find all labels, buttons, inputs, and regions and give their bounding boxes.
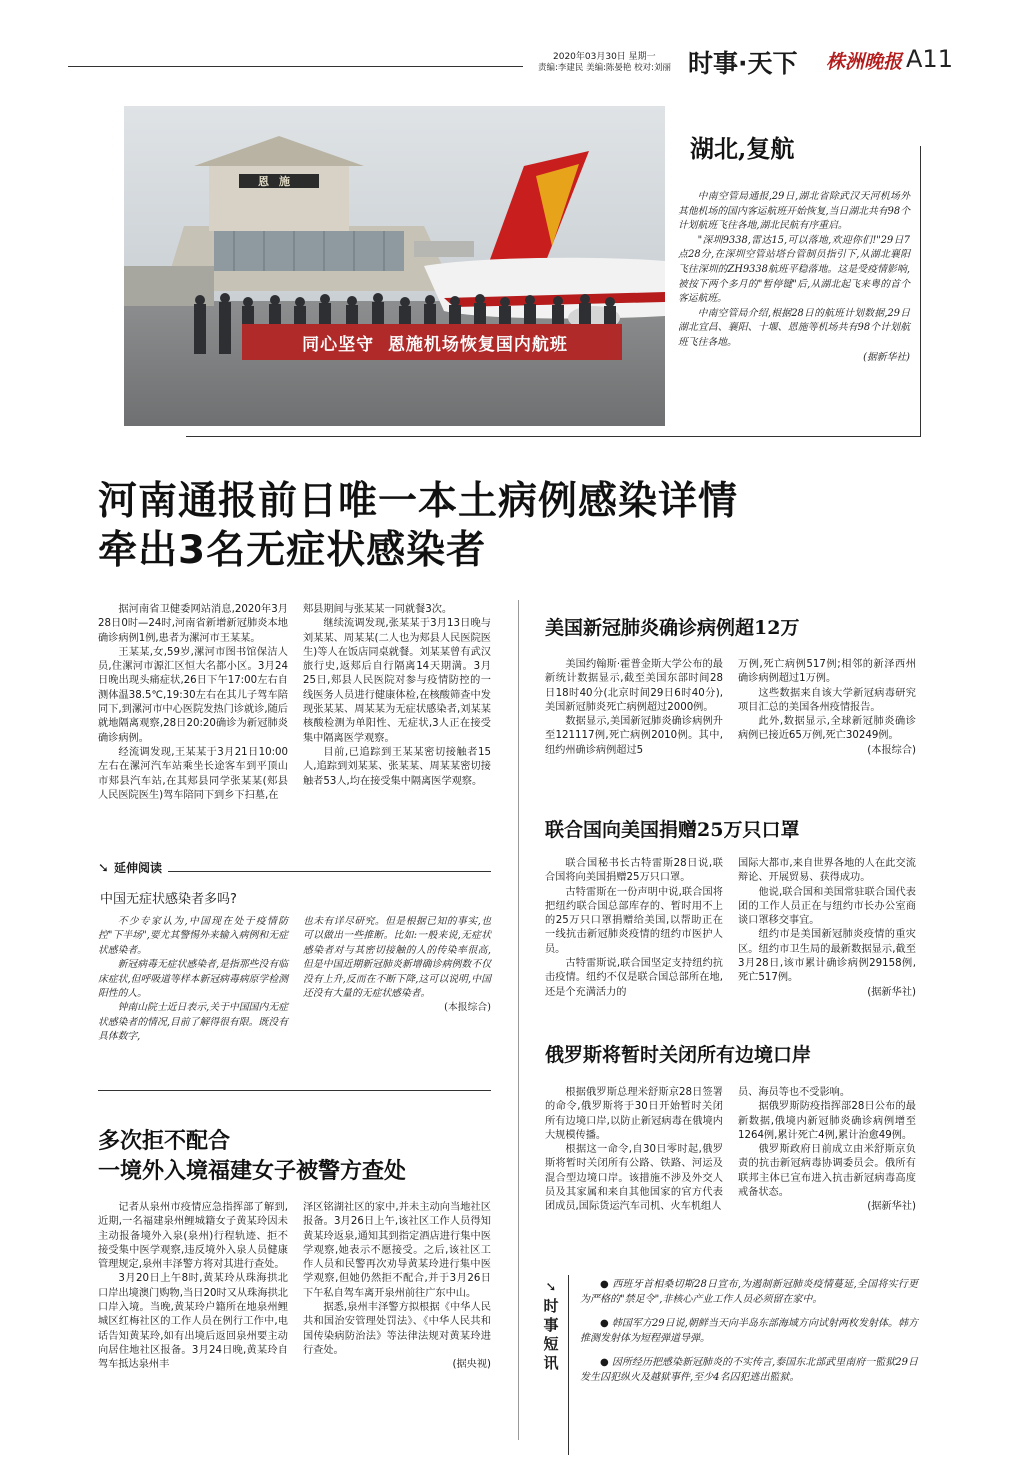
hubei-para-3: 中南空管局介绍,根据28日的航班计划数据,29日湖北宜昌、襄阳、十堰、恩施等机场共有98个计划航班飞往各地。 [678, 307, 910, 348]
briefs-label [540, 1278, 562, 1373]
hubei-title: 湖北,复航 [690, 134, 795, 163]
un-source: (据新华社) [867, 986, 916, 998]
header-date: 2020年03月30日 星期一 [553, 52, 656, 62]
henan-col2-lead: 郏县期间与张某某一同就餐3次。 [303, 604, 453, 615]
fujian-para: 3月20日上午8时,黄某玲从珠海拱北口岸出境澳门购物,当日20时又从珠海拱北口岸入境。当晚,黄某玲户籍所在地泉州鲤城区红梅社区的工作人员在例行工作中,电话告知黄某玲,如有出境后返回泉州要主动向居住地社区报备。3月24日晚,黄某玲自驾车抵达泉州丰 [98, 1273, 288, 1371]
extended-label-text: 延伸阅读 [114, 861, 163, 875]
un-para: 他说,联合国和美国常驻联合国代表团的工作人员正在与纽约市长办公室商谈口罩移交事宜。 [738, 886, 916, 927]
fujian-source: (据央视) [452, 1359, 491, 1371]
un-para: 国际大都市,来自世界各地的人在此交流辩论、开展贸易、获得成功。 [738, 858, 916, 884]
main-headline-line1: 河南通报前日唯一本土病例感染详情 [98, 479, 739, 524]
extended-col-2 [303, 915, 491, 1016]
extended-para: 不少专家认为,中国现在处于疫情防控"下半场",要尤其警惕外来输入病例和无症状感染者。 [98, 916, 288, 956]
fujian-col-2 [303, 1201, 491, 1373]
fujian-para: 记者从泉州市疫情应急指挥部了解到,近期,一名福建泉州鲤城籍女子黄某玲因未主动报备境外入泉(泉州)行程轨迹、拒不接受集中医学观察,违反境外入泉人员健康管理规定,泉州丰泽警方将对其进行查处。 [98, 1202, 288, 1271]
russia-para: 俄罗斯政府日前成立由米舒斯京负责的抗击新冠病毒协调委员会。俄所有联邦主体已宣布进入抗击新冠病毒高度戒备状态。 [738, 1144, 916, 1199]
extended-bottom-rule [98, 1090, 491, 1091]
henan-col-2 [303, 603, 491, 789]
usa-col-2 [738, 658, 916, 758]
arrow-right-icon: ➘ [98, 861, 109, 876]
usa-source: (本报综合) [867, 744, 916, 756]
hubei-para-2: "深圳9338,雷达15,可以落地,欢迎你们!"29日7点28分,在深圳空管站塔台管制员指引下,从湖北襄阳飞往深圳的ZH9338航班平稳落地。这是受疫情影响,被按下两个多月的"暂停键"后,从湖北起飞来粤的首个客运航班。 [678, 234, 910, 305]
un-col-1 [545, 857, 723, 1000]
fujian-para: 据悉,泉州丰泽警方拟根据《中华人民共和国治安管理处罚法》、《中华人民共和国传染病防治法》等法律法规对黄某玲进行查处。 [303, 1302, 491, 1356]
fujian-title-1: 多次拒不配合 [98, 1128, 231, 1154]
section-name: 时事·天下 [688, 49, 798, 78]
airport-sign: 恩施 [258, 175, 300, 188]
hubei-body [678, 190, 910, 365]
brief-item-text: 因所经历把感染新冠肺炎的不实传言,泰国东北部武里南府一監狱29日发生囚犯纵火及越狱事件,至少4名囚犯逃出監狱。 [580, 1357, 919, 1383]
photo-banner-text: 同心坚守 恩施机场恢复国内航班 [302, 335, 568, 355]
usa-para: 万例,死亡病例517例;相邻的新泽西州确诊病例超过1万例。 [738, 659, 916, 685]
henan-col1-para: 据河南省卫健委网站消息,2020年3月28日0时—24时,河南省新增新冠肺炎本地确诊病例1例,患者为漯河市王某某。 [98, 604, 288, 644]
un-para: 古特雷斯说,联合国坚定支持纽约抗击疫情。纽约不仅是联合国总部所在地,还是个充满活力的 [545, 958, 723, 998]
brief-item: ● 韩国军方29日说,朝鲜当天向半岛东部海域方向试射两枚发射体。韩方推测发射体为短程弹道导弹。 [580, 1318, 919, 1344]
un-para: 纽约市是美国新冠肺炎疫情的重灾区。纽约市卫生局的最新数据显示,截至3月28日,该市累计确诊病例29158例,死亡517例。 [738, 929, 916, 984]
briefs-label-char: 事 [543, 1316, 559, 1334]
usa-para: 这些数据来自该大学新冠病毒研究项目汇总的美国各州疫情报告。 [738, 687, 916, 713]
briefs-label-char: 讯 [543, 1354, 559, 1372]
russia-col-1 [545, 1086, 723, 1215]
extended-para: 也未有详尽研究。但是根据已知的事实,也可以做出一些推断。比如:一般来说,无症状感染者对与其密切接触的人的传染率很高,但是中国近期新冠肺炎新增确诊病例数不仅没有上升,反而在不断下降,这可以说明,中国还没有大量的无症状感染者。 [303, 916, 491, 1000]
briefs-divider [568, 1275, 569, 1455]
main-headline-line2: 牵出3名无症状感染者 [98, 528, 487, 573]
fujian-para: 泽区铭湖社区的家中,并未主动向当地社区报备。3月26日上午,该社区工作人员得知黄某玲返泉,通知其到指定酒店进行集中医学观察,她表示不愿接受。之后,该社区工作人员和民警再次劝导黄某玲进行集中医学观察,但她仍然拒不配合,并于3月26日下午私自驾车离开泉州前往广东中山。 [303, 1202, 491, 1299]
extended-para: 新冠病毒无症状感染者,是指那些没有临床症状,但呼吸道等样本新冠病毒病原学检测阳性的人。 [98, 959, 288, 1000]
brief-item: ● 西班牙首相桑切斯28日宣布,为遏制新冠肺炎疫情蔓延,全国将实行更为严格的"禁足令",非核心产业工作人员必须留在家中。 [580, 1279, 918, 1305]
henan-col2-para: 目前,已追踪到王某某密切接触者15人,追踪到刘某某、张某某、周某某密切接触者53人,均在接受集中隔离医学观察。 [303, 746, 491, 787]
russia-para: 据俄罗斯防疫指挥部28日公布的最新数据,俄境内新冠肺炎确诊病例增至1264例,累计死亡4例,累计治愈49例。 [738, 1101, 916, 1141]
henan-col2-para: 继续流调发现,张某某于3月13日晚与刘某某、周某某(二人也为郏县人民医院医生)等人在饭店同桌就餐。刘某某曾有武汉旅行史,返郏后自行隔离14天期满。3月25日,郏县人民医院对参与疫情防控的一线医务人员进行健康体检,在核酸筛查中发现张某某、周某某为无症状感染者,刘某某核酸检测为单阳性、无症状,3人正在接受集中隔离医学观察。 [303, 618, 491, 744]
extended-para: 钟南山院士近日表示,关于中国国内无症状感染者的情况,目前了解得很有限。既没有具体数字, [98, 1002, 288, 1043]
header-editors: 责编:李建民 美编:陈晏艳 校对:刘丽 [538, 63, 671, 73]
henan-col-1 [98, 603, 288, 803]
column-divider [518, 600, 519, 1440]
brief-item: ● 因所经历把感染新冠肺炎的不实传言,泰国东北部武里南府一監狱29日发生囚犯纵火及越狱事件,至少4名囚犯逃出監狱。 [580, 1357, 919, 1383]
russia-para: 员、海员等也不受影响。 [738, 1087, 851, 1098]
brief-item-text: 西班牙首相桑切斯28日宣布,为遏制新冠肺炎疫情蔓延,全国将实行更为严格的"禁足令",非核心产业工作人员必须留在家中。 [580, 1279, 918, 1305]
un-para: 联合国秘书长古特雷斯28日说,联合国将向美国捐赠25万只口罩。 [545, 858, 723, 884]
brief-item-text: 韩国军方29日说,朝鲜当天向半岛东部海域方向试射两枚发射体。韩方推测发射体为短程弹道导弹。 [580, 1318, 919, 1344]
usa-para: 数据显示,美国新冠肺炎确诊病例升至121117例,死亡病例2010例。其中,纽约州确诊病例超过5 [545, 716, 723, 756]
page-number: A11 [906, 45, 953, 73]
extended-title: 中国无症状感染者多吗? [100, 892, 237, 907]
russia-source: (据新华社) [867, 1201, 916, 1213]
hubei-source: (据新华社) [863, 351, 910, 363]
russia-title: 俄罗斯将暂时关闭所有边境口岸 [545, 1044, 812, 1066]
un-para: 古特雷斯在一份声明中说,联合国将把纽约联合国总部库存的、暂时用不上的25万只口罩捐赠给美国,以帮助正在一线抗击新冠肺炎疫情的纽约市医护人员。 [545, 886, 723, 955]
henan-col1-para: 王某某,女,59岁,漯河市图书馆保洁人员,住漯河市源汇区恒大名都小区。3月24日晚出现头痛症状,26日下午17:00左右自测体温38.5℃,19:30左右在其儿子驾车陪同下,到漯河市中心医院发热门诊就诊,随后就地隔离观察,28日20:20确诊为新冠肺炎确诊病例。 [98, 646, 288, 744]
hubei-para-1: 中南空管局通报,29日,湖北省除武汉天河机场外其他机场的国内客运航班开始恢复,当日湖北共有98个计划航班飞往各地,湖北民航有序重启。 [678, 191, 910, 232]
russia-para: 根据俄罗斯总理米舒斯京28日签署的命令,俄罗斯将于30日开始暂时关闭所有边境口岸,以防止新冠病毒在俄境内大规模传播。 [545, 1087, 723, 1141]
usa-para: 美国约翰斯·霍普金斯大学公布的最新统计数据显示,截至美国东部时间28日18时40分(北京时间29日6时40分),美国新冠肺炎死亡病例超过2000例。 [545, 659, 723, 713]
fujian-title-2: 一境外入境福建女子被警方查处 [98, 1158, 407, 1184]
fujian-col-1 [98, 1201, 288, 1373]
un-title: 联合国向美国捐赠25万只口罩 [545, 819, 800, 841]
briefs-label-char: 短 [543, 1335, 559, 1353]
briefs-list [580, 1278, 918, 1386]
extended-label [98, 857, 168, 876]
paper-name-logo: 株洲晚报 [826, 51, 903, 73]
un-col-2 [738, 857, 916, 1000]
usa-col-1 [545, 658, 723, 758]
extended-source: (本报综合) [444, 1002, 491, 1014]
russia-para: 根据这一命令,自30日零时起,俄罗斯将暂时关闭所有公路、铁路、河运及混合型边境口岸。该措施不涉及外交人员及其家属和来自其他国家的官方代表团成员,国际货运汽车司机、火车机组人 [545, 1144, 723, 1213]
usa-title: 美国新冠肺炎确诊病例超12万 [545, 617, 800, 639]
extended-col-1 [98, 915, 288, 1045]
header-rule [68, 66, 523, 67]
henan-col1-para: 经流调发现,王某某于3月21日10:00左右在漯河汽车站乘坐长途客车到平顶山市郏县汽车站,在其郏县同学张某某(郏县人民医院医生)驾车陪同下到乡下扫墓,在 [98, 746, 288, 801]
arrow-down-icon: ➘ [545, 1280, 557, 1295]
briefs-label-char: 时 [543, 1297, 559, 1315]
usa-para: 此外,数据显示,全球新冠肺炎确诊病例已接近65万例,死亡30249例。 [738, 716, 916, 742]
russia-col-2 [738, 1086, 916, 1215]
